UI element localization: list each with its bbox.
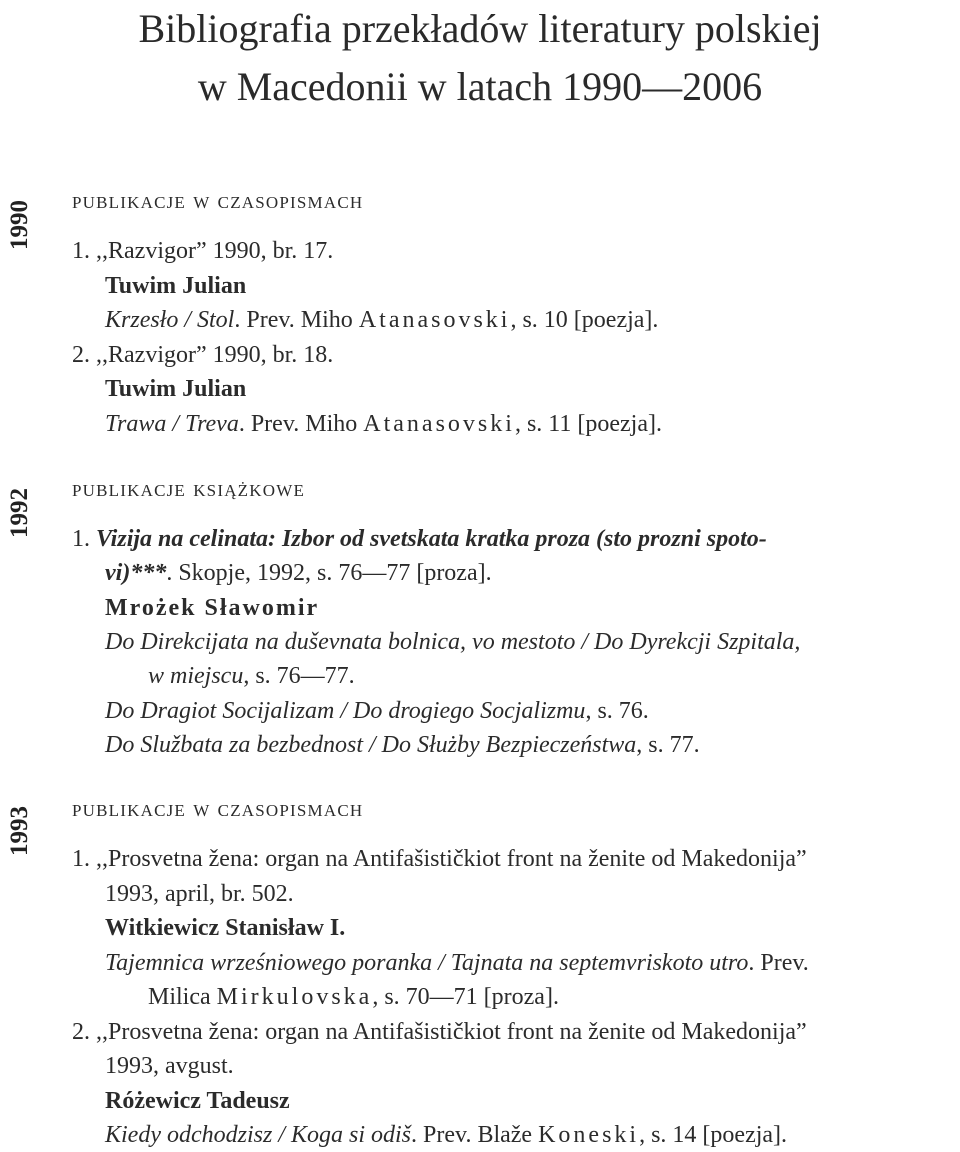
entry-number: 2. (72, 1019, 90, 1045)
entry-work (105, 728, 700, 762)
translator-name: Atanasovski (363, 411, 515, 437)
work-title: Krzesło / Stol (105, 307, 235, 333)
year-marker-1992 (0, 468, 40, 558)
work-rest: , s. 76—77. (243, 663, 355, 689)
book-title: Vizija na celinata: Izbor od svetskata kratka proza (sto prozni spoto- (96, 526, 767, 552)
year-marker-1990 (0, 180, 40, 270)
entry-line (72, 842, 807, 876)
translator-name: Mirkulovska (216, 984, 373, 1010)
work-title: Kiedy odchodzisz / Koga si odiš (105, 1122, 412, 1148)
work-rest: , s. 14 [poezja]. (639, 1122, 788, 1148)
year-label: 1993 (6, 806, 33, 856)
book-rest: . Skopje, 1992, s. 76—77 [proza]. (166, 560, 492, 586)
entry-source: ,,Prosvetna žena: organ na Antifašističkiot front na ženite od Makedonija” (96, 1019, 807, 1045)
section-heading: publikacje w czasopismach (72, 188, 364, 214)
entry-line (72, 1015, 807, 1049)
entry-source-cont: 1993, april, br. 502. (105, 881, 294, 907)
page-title-line-1: Bibliografia przekładów literatury polskiej (138, 6, 822, 51)
entry-work (105, 303, 658, 337)
entry-source-cont: 1993, avgust. (105, 1053, 234, 1079)
section-heading: publikacje w czasopismach (72, 796, 364, 822)
work-rest: . Prev. Blaže (411, 1122, 539, 1148)
entry-work (105, 1118, 787, 1152)
entry-author: Witkiewicz Stanisław I. (105, 915, 346, 941)
entry-work (105, 407, 662, 441)
work-rest: , s. 76. (585, 698, 649, 724)
work-rest: , s. 77. (636, 732, 700, 758)
work-rest: . Prev. Miho (234, 307, 359, 333)
year-label: 1992 (6, 488, 33, 538)
book-title: vi)*** (105, 560, 167, 586)
entry-number: 2. (72, 342, 90, 368)
work-title: Trawa / Treva (105, 411, 239, 437)
work-rest: . Prev. (748, 950, 809, 976)
entry-work (105, 694, 649, 728)
entry-line (72, 234, 333, 268)
entry-source: ,,Razvigor” 1990, br. 17. (96, 238, 334, 264)
translator-name: Atanasovski (358, 307, 511, 333)
entry-author: Tuwim Julian (105, 273, 247, 299)
work-title: w miejscu (148, 663, 244, 689)
entry-line (72, 338, 333, 372)
entry-author: Tuwim Julian (105, 376, 247, 402)
work-title: Tajemnica wrześniowego poranka / Tajnata na septemvriskoto utro (105, 950, 749, 976)
section-heading: publikacje książkowe (72, 476, 306, 502)
entry-source: ,,Prosvetna žena: organ na Antifašističkiot front na ženite od Makedonija” (96, 846, 807, 872)
work-rest: , s. 70—71 [proza]. (372, 984, 559, 1010)
translator-name: Koneski (538, 1122, 640, 1148)
entry-line (105, 556, 492, 590)
work-rest: , s. 11 [poezja]. (514, 411, 662, 437)
entry-number: 1. (72, 526, 90, 552)
work-rest: . Prev. Miho (238, 411, 364, 437)
page-title-line-2: w Macedonii w latach 1990—2006 (197, 64, 763, 109)
entry-work (105, 946, 809, 980)
entry-author: Różewicz Tadeusz (105, 1088, 290, 1114)
entry-work (148, 980, 559, 1014)
entry-work: Do Direkcijata na duševnata bolnica, vo mestoto / Do Dyrekcji Szpitala, (105, 629, 801, 655)
entry-source: ,,Razvigor” 1990, br. 18. (96, 342, 334, 368)
work-title: Do Dragiot Socijalizam / Do drogiego Socjalizmu (105, 698, 586, 724)
entry-author: Mrożek Sławomir (105, 595, 320, 621)
entry-number: 1. (72, 238, 90, 264)
year-marker-1993 (0, 786, 40, 876)
entry-number: 1. (72, 846, 90, 872)
page-title (0, 0, 960, 116)
entry-line (72, 522, 767, 556)
work-title: Do Službata za bezbednost / Do Służby Bezpieczeństwa (105, 732, 637, 758)
work-rest: Milica (148, 984, 217, 1010)
entry-work (148, 659, 355, 693)
year-label: 1990 (6, 200, 33, 250)
work-rest: , s. 10 [poezja]. (510, 307, 659, 333)
